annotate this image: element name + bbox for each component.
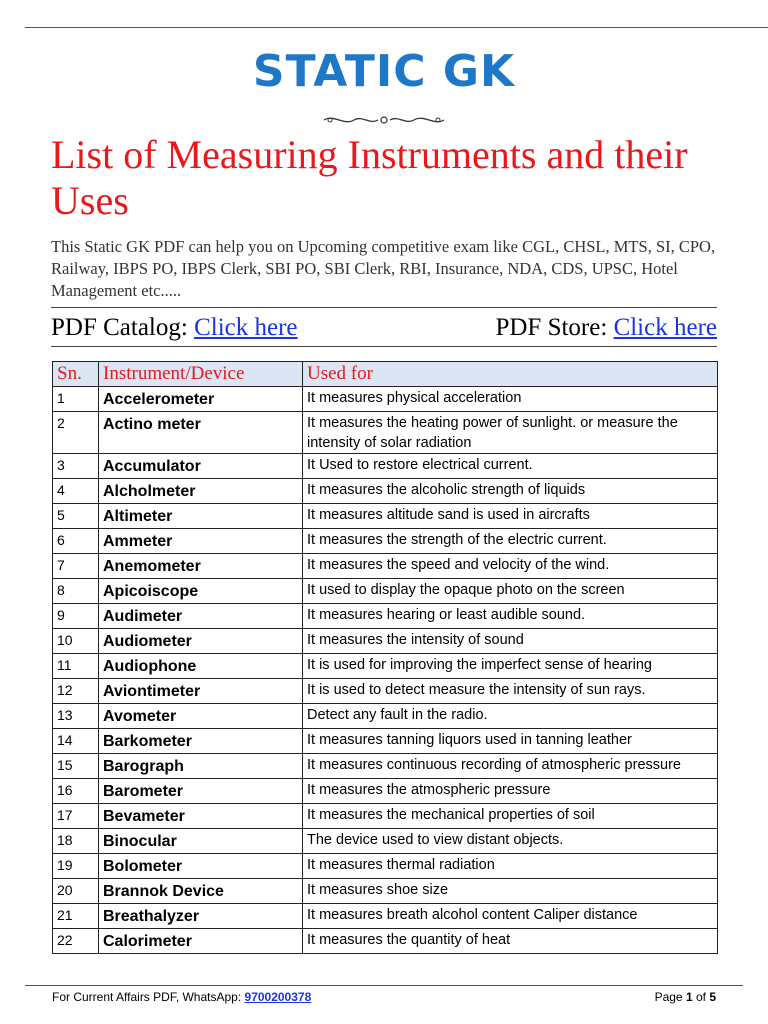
separator-rule [51,346,717,347]
row-use: It measures altitude sand is used in aircrafts [303,504,718,529]
page-of: of [692,990,710,1004]
row-sn: 21 [53,904,99,929]
page-prefix: Page [654,990,686,1004]
row-sn: 16 [53,779,99,804]
row-device: Audiophone [99,654,303,679]
row-sn: 13 [53,704,99,729]
row-use: It measures the heating power of sunlight. or measure the intensity of solar radiation [303,412,718,454]
footer-whatsapp [52,990,311,1004]
table-row [53,387,718,412]
row-device: Bevameter [99,804,303,829]
row-sn: 19 [53,854,99,879]
row-use: It is used for improving the imperfect sense of hearing [303,654,718,679]
row-sn: 14 [53,729,99,754]
footer-text: For Current Affairs PDF, WhatsApp: [52,990,245,1004]
row-sn: 6 [53,529,99,554]
row-use: It used to display the opaque photo on the screen [303,579,718,604]
page-indicator [655,990,716,1004]
links-bar [51,312,717,344]
instruments-table [52,361,718,954]
table-row [53,704,718,729]
table-row [53,679,718,704]
row-sn: 15 [53,754,99,779]
header-instrument: Instrument/Device [99,362,303,387]
row-use: It measures continuous recording of atmospheric pressure [303,754,718,779]
row-device: Aviontimeter [99,679,303,704]
intro-paragraph: This Static GK PDF can help you on Upcoming competitive exam like CGL, CHSL, MTS, SI, CPO, Railway, IBPS PO, IBPS Clerk, SBI PO, SBI Clerk, RBI, Insurance, NDA, CDS, UPSC, Hotel Management etc..... [51,237,716,300]
table-row [53,729,718,754]
row-sn: 9 [53,604,99,629]
pdf-store-link[interactable]: Click here [613,314,717,341]
row-device: Audiometer [99,629,303,654]
row-device: Accelerometer [99,387,303,412]
row-sn: 7 [53,554,99,579]
row-use: It Used to restore electrical current. [303,454,718,479]
pdf-catalog-label: PDF Catalog: [51,314,188,341]
table-row [53,412,718,454]
row-sn: 8 [53,579,99,604]
row-sn: 1 [53,387,99,412]
row-device: Accumulator [99,454,303,479]
pdf-catalog-link[interactable]: Click here [194,314,298,341]
footer-rule [25,985,743,986]
top-rule [25,27,768,28]
row-sn: 20 [53,879,99,904]
table-header-row [53,362,718,387]
table-row [53,454,718,479]
row-device: Actino meter [99,412,303,454]
row-use: It measures the speed and velocity of the wind. [303,554,718,579]
row-sn: 12 [53,679,99,704]
table-row [53,804,718,829]
table-row [53,604,718,629]
row-device: Brannok Device [99,879,303,904]
row-use: It measures the quantity of heat [303,929,718,954]
row-sn: 5 [53,504,99,529]
row-use: The device used to view distant objects. [303,829,718,854]
table-row [53,879,718,904]
row-device: Bolometer [99,854,303,879]
row-use: It measures breath alcohol content Caliper distance [303,904,718,929]
table-row [53,529,718,554]
row-use: It measures tanning liquors used in tanning leather [303,729,718,754]
row-device: Audimeter [99,604,303,629]
row-use: It measures thermal radiation [303,854,718,879]
table-row [53,829,718,854]
pdf-store [495,312,717,344]
row-device: Ammeter [99,529,303,554]
row-device: Anemometer [99,554,303,579]
table-row [53,579,718,604]
row-use: It is used to detect measure the intensity of sun rays. [303,679,718,704]
row-sn: 4 [53,479,99,504]
table-row [53,779,718,804]
table-row [53,629,718,654]
separator-rule [51,307,717,308]
table-row [53,854,718,879]
row-sn: 17 [53,804,99,829]
row-use: It measures the alcoholic strength of liquids [303,479,718,504]
page-title: List of Measuring Instruments and their Uses [51,132,688,223]
table-row [53,479,718,504]
row-use: It measures hearing or least audible sound. [303,604,718,629]
row-sn: 11 [53,654,99,679]
table-row [53,904,718,929]
page-current: 1 [685,990,693,1004]
row-device: Barometer [99,779,303,804]
row-device: Binocular [99,829,303,854]
row-sn: 10 [53,629,99,654]
ornament-divider-icon [322,112,446,128]
row-sn: 2 [53,412,99,454]
header-sn: Sn. [53,362,99,387]
row-use: It measures physical acceleration [303,387,718,412]
row-use: It measures shoe size [303,879,718,904]
row-use: It measures the intensity of sound [303,629,718,654]
row-device: Avometer [99,704,303,729]
row-use: It measures the atmospheric pressure [303,779,718,804]
pdf-store-label: PDF Store: [495,314,608,341]
table-row [53,654,718,679]
brand-heading: STATIC GK [252,46,516,97]
table-row [53,929,718,954]
row-use: It measures the mechanical properties of soil [303,804,718,829]
header-used-for: Used for [303,362,718,387]
pdf-catalog [51,312,298,344]
row-sn: 3 [53,454,99,479]
row-use: Detect any fault in the radio. [303,704,718,729]
row-device: Calorimeter [99,929,303,954]
whatsapp-number-link[interactable]: 9700200378 [244,990,312,1004]
row-use: It measures the strength of the electric current. [303,529,718,554]
row-device: Alcholmeter [99,479,303,504]
row-device: Barograph [99,754,303,779]
page-total: 5 [709,990,716,1004]
row-device: Apicoiscope [99,579,303,604]
row-device: Breathalyzer [99,904,303,929]
row-sn: 22 [53,929,99,954]
row-device: Barkometer [99,729,303,754]
table-row [53,504,718,529]
table-row [53,754,718,779]
row-sn: 18 [53,829,99,854]
table-row [53,554,718,579]
row-device: Altimeter [99,504,303,529]
